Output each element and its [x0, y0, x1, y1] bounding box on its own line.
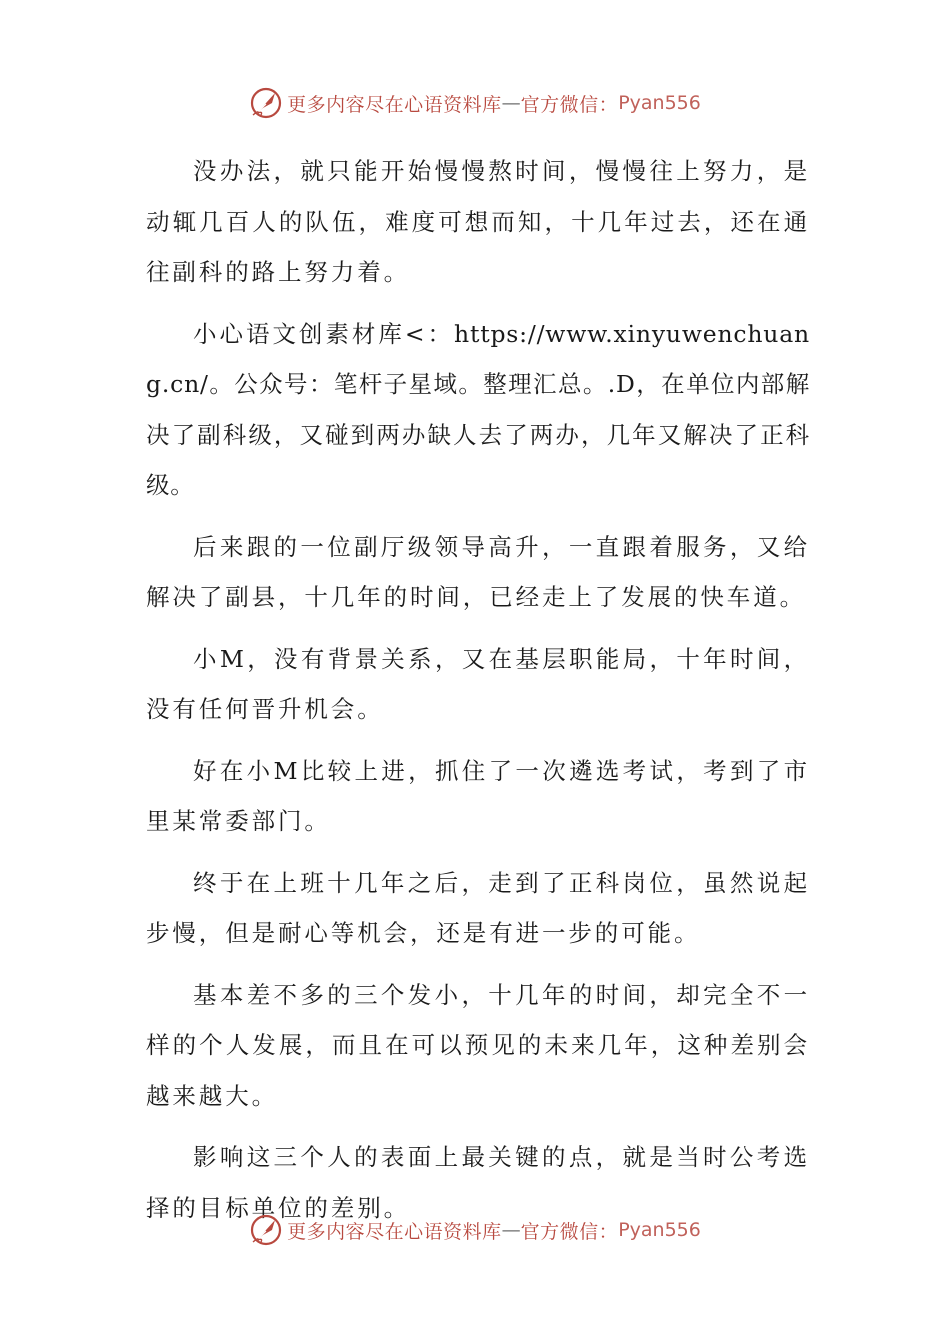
footer-separator: —	[501, 1219, 521, 1241]
header-separator: —	[501, 92, 521, 114]
paragraph-4: 小M，没有背景关系，又在基层职能局，十年时间，没有任何晋升机会。	[146, 644, 810, 723]
header-site-text: 更多内容尽在心语资料库	[287, 93, 502, 116]
quill-pen-circle-icon	[249, 86, 283, 120]
footer-site-text: 更多内容尽在心语资料库	[287, 1220, 502, 1243]
footer-wechat-id: Pyan556	[618, 1219, 701, 1241]
paragraph-8: 影响这三个人的表面上最关键的点，就是当时公考选择的目标单位的差别。	[146, 1143, 810, 1222]
paragraph-7: 基本差不多的三个发小，十几年的时间，却完全不一样的个人发展，而且在可以预见的未来几年，这种差别会越来越大。	[146, 980, 810, 1110]
paragraph-5: 好在小M比较上进，抓住了一次遴选考试，考到了市里某常委部门。	[146, 756, 810, 835]
header-wechat-label: 官方微信：	[520, 93, 619, 116]
paragraph-6: 终于在上班十几年之后，走到了正科岗位，虽然说起步慢，但是耐心等机会，还是有进一步的可能。	[146, 868, 810, 947]
header-wechat-id: Pyan556	[618, 92, 701, 114]
header-banner	[0, 83, 950, 123]
paragraph-2: 小心语文创素材库<：https://www.xinyuwenchuang.cn/。公众号：笔杆子星域。整理汇总。.D，在单位内部解决了副科级，又碰到两办缺人去了两办，几年又解决了正科级。	[146, 319, 810, 499]
paragraph-3: 后来跟的一位副厅级领导高升，一直跟着服务，又给解决了副县，十几年的时间，已经走上了发展的快车道。	[146, 532, 810, 611]
quill-pen-circle-icon	[249, 1213, 283, 1247]
document-body	[146, 146, 810, 1244]
footer-wechat-label: 官方微信：	[520, 1220, 619, 1243]
footer-banner	[0, 1210, 950, 1250]
paragraph-1: 没办法，就只能开始慢慢熬时间，慢慢往上努力，是动辄几百人的队伍，难度可想而知，十几年过去，还在通往副科的路上努力着。	[146, 157, 810, 286]
